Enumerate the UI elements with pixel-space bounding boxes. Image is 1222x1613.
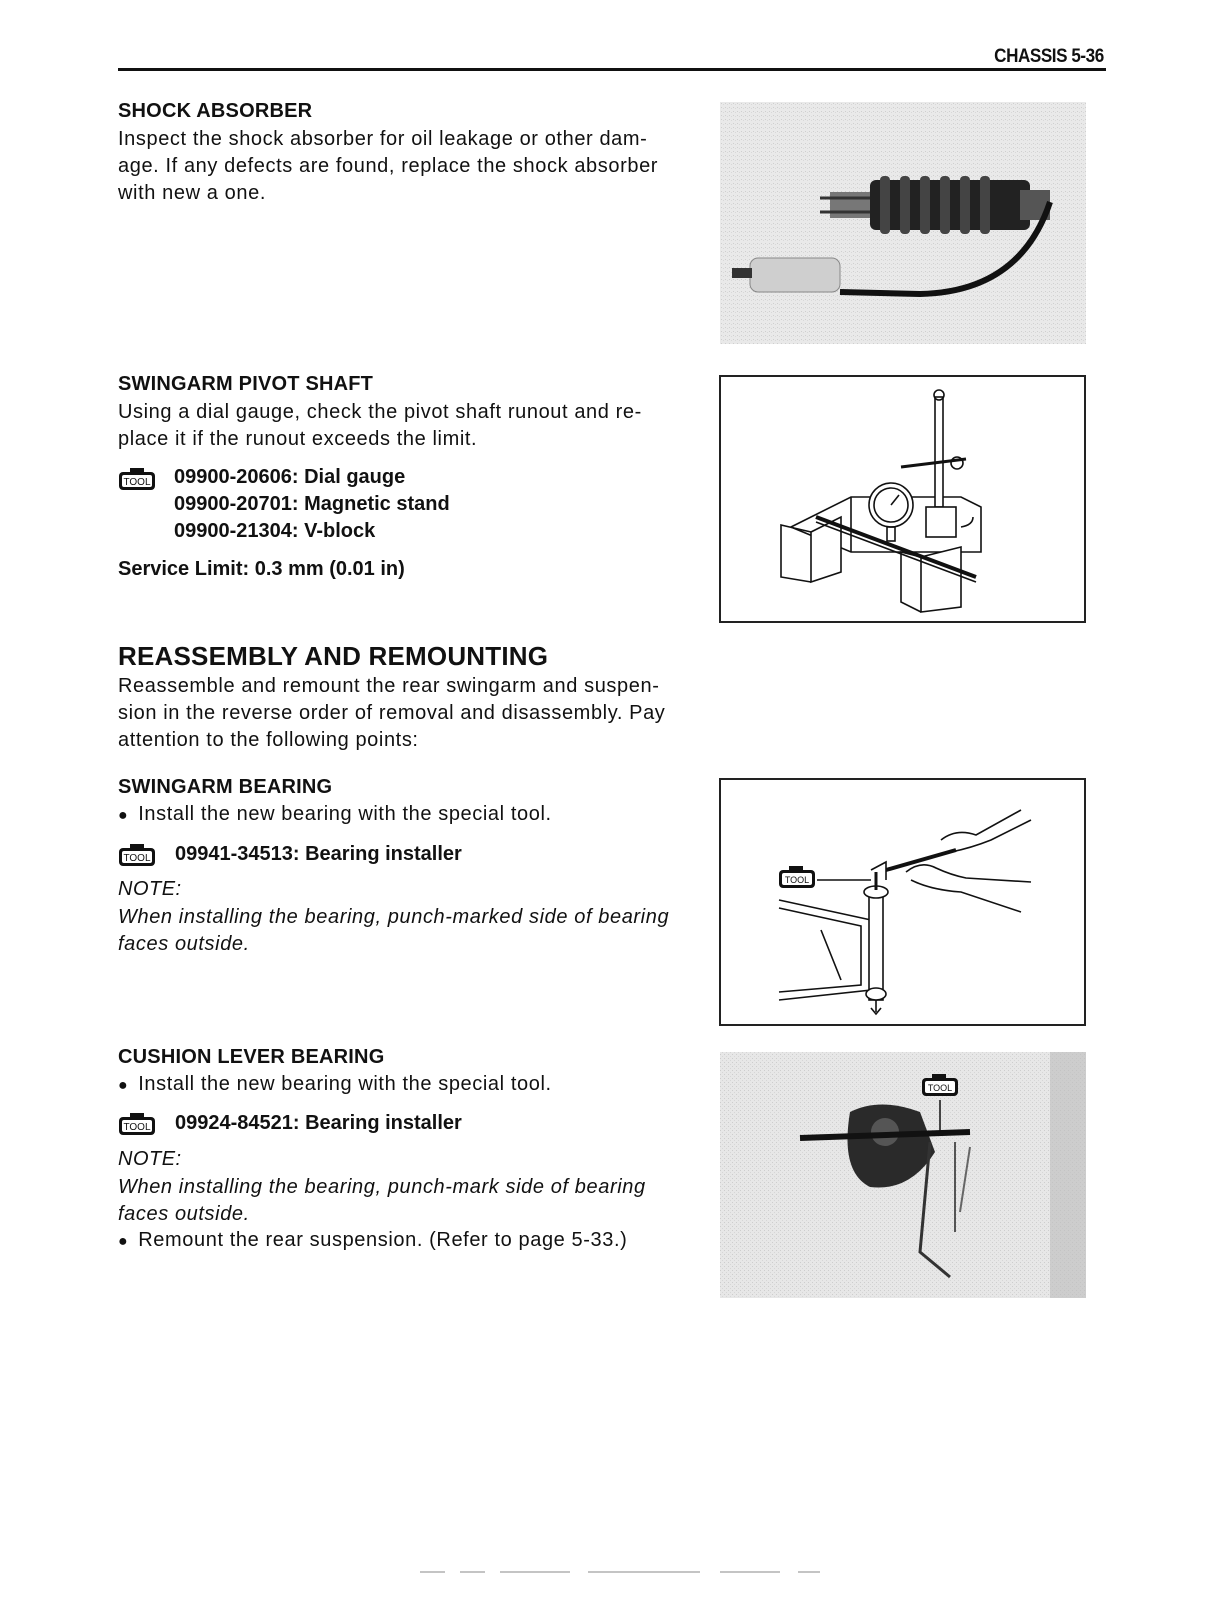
cushion-lever-tool: 09924-84521: Bearing installer [175, 1112, 462, 1134]
bullet-text: Install the new bearing with the special tool. [138, 1073, 552, 1095]
reassembly-heading: REASSEMBLY AND REMOUNTING [118, 641, 549, 671]
tool-list [174, 464, 450, 545]
note-line: faces outside. [118, 1203, 250, 1225]
cushion-lever-bullet [118, 1073, 552, 1096]
text-line: with new a one. [118, 182, 266, 204]
swingarm-pivot-text [118, 399, 708, 453]
text-line: Using a dial gauge, check the pivot shaft runout and re- [118, 401, 642, 423]
note-line: When installing the bearing, punch-mark side of bearing [118, 1176, 646, 1198]
tool-item: 09900-20701: Magnetic stand [174, 493, 450, 515]
footer-rule [420, 1560, 840, 1562]
text-line: Inspect the shock absorber for oil leakage or other dam- [118, 128, 648, 150]
note-label: NOTE: [118, 878, 182, 900]
tool-item: 09900-21304: V-block [174, 520, 376, 542]
bullet-icon: ● [118, 1233, 129, 1250]
swingarm-bearing-tool: 09941-34513: Bearing installer [175, 843, 462, 865]
text-line: age. If any defects are found, replace the shock absorber [118, 155, 659, 177]
cushion-lever-photo [720, 1052, 1086, 1298]
shock-absorber-photo [720, 102, 1086, 344]
shock-absorber-heading: SHOCK ABSORBER [118, 100, 313, 122]
remount-bullet [118, 1229, 627, 1252]
text-line: attention to the following points: [118, 729, 419, 751]
bullet-icon: ● [118, 807, 129, 824]
dial-gauge-figure [719, 375, 1086, 623]
figure-tool-label: TOOL [927, 1083, 953, 1093]
tool-icon-label: TOOL [123, 477, 151, 488]
bearing-installer-figure [719, 778, 1086, 1026]
text-line: sion in the reverse order of removal and disassembly. Pay [118, 702, 666, 724]
figure-tool-label: TOOL [784, 875, 810, 885]
shock-absorber-text [118, 126, 708, 207]
header-rule [118, 68, 1106, 71]
cushion-lever-heading: CUSHION LEVER BEARING [118, 1046, 385, 1068]
tool-icon [118, 465, 156, 491]
tool-icon [118, 841, 156, 867]
bullet-text: Remount the rear suspension. (Refer to page 5-33.) [138, 1229, 628, 1251]
service-limit: Service Limit: 0.3 mm (0.01 in) [118, 558, 405, 580]
swingarm-bearing-heading: SWINGARM BEARING [118, 776, 333, 798]
text-line: Reassemble and remount the rear swingarm and suspen- [118, 675, 660, 697]
bullet-text: Install the new bearing with the special tool. [138, 803, 552, 825]
note-text [118, 904, 708, 958]
note-line: When installing the bearing, punch-marked side of bearing [118, 906, 670, 928]
tool-icon-label: TOOL [123, 853, 151, 864]
note-line: faces outside. [118, 933, 250, 955]
tool-icon-label: TOOL [123, 1122, 151, 1133]
page-header-title: CHASSIS 5-36 [994, 46, 1104, 67]
swingarm-bearing-bullet [118, 803, 552, 826]
note-text [118, 1174, 708, 1228]
text-line: place it if the runout exceeds the limit. [118, 428, 478, 450]
tool-icon [118, 1110, 156, 1136]
swingarm-pivot-heading: SWINGARM PIVOT SHAFT [118, 373, 374, 395]
reassembly-text [118, 673, 708, 754]
note-label: NOTE: [118, 1148, 182, 1170]
bullet-icon: ● [118, 1077, 129, 1094]
tool-item: 09900-20606: Dial gauge [174, 466, 406, 488]
